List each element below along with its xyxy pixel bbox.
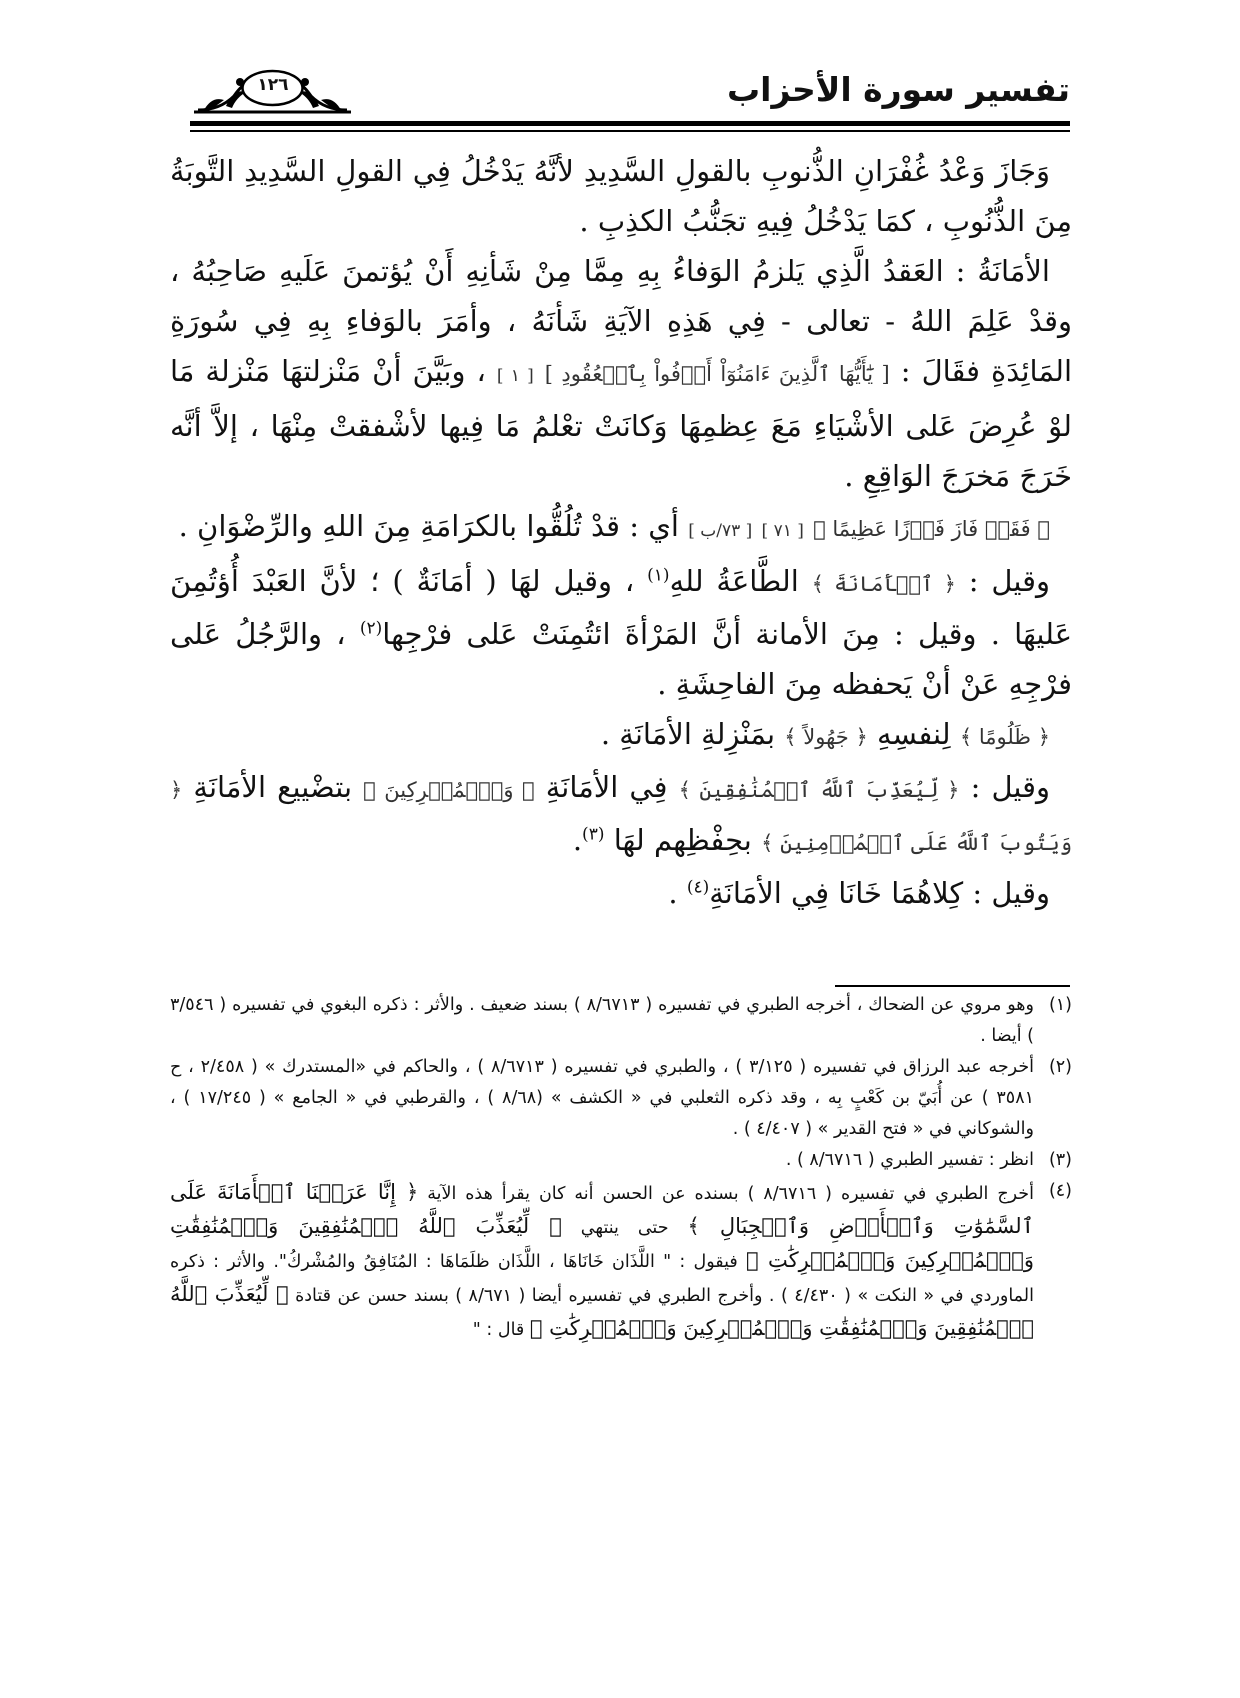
text-run: وقيل : [968,564,1050,598]
text-run: ، والرَّجُلُ عَلى فرْجِهِ عَنْ أنْ يَحفظه مِنَ الفاحِشَةِ . [170,617,1072,701]
text-run: لِنفسِهِ [876,717,951,751]
main-text [170,146,1072,918]
paragraph: وَجَازَ وَعْدُ غُفْرَانِ الذُّنوبِ بالقولِ السَّدِيدِ لأنَّهُ يَدْخُلُ فِي القولِ السَّدِيدِ التَّوبَةُ مِنَ الذُّنُوبِ ، كمَا يَدْخُلُ فِيهِ تجَنُّبُ الكذِبِ . [170,154,1072,238]
text-run: الأمَانَةُ : العَقدُ الَّذِي يَلزمُ الوَفاءُ بِهِ مِمَّا مِنْ شَأنِهِ أَنْ يُؤتمنَ عَلَيهِ صَاحِبُهُ ، وقدْ عَلِمَ اللهُ - تعالى - فِي هَذِهِ الآيَةِ شَأنَهُ ، وأمَرَ بالوَفاءِ بِهِ فِي سُورَةِ المَائِدَةِ فقَالَ : [170,254,1073,388]
text-run: بمَنْزِلةِ الأمَانَةِ . [600,717,776,751]
quran-quote: ﴿ ٱلۡأَمَانَةَ ﴾ [811,572,956,596]
footnote-text: وهو مروي عن الضحاك ، أخرجه الطبري في تفسيره ( ٨/٦٧١٣ ) بسند ضعيف . والأثر : ذكره البغوي في تفسيره ( ٣/٥٤٦ ) أيضا . [170,995,1034,1046]
footnote-marker[interactable]: (٢) [359,618,383,639]
paragraph [170,556,1072,709]
paragraph: وقيل : ﴿ لِّيُعَذِّبَ ٱللَّهُ ٱلۡمُنَٰفِقِينَ ﴾ فِي الأمَانَةِ ﴿ وَٱلۡمُشۡرِكِينَ ﴾ بتضْييع الأمَانَةِ ﴿ وَيَتُوبَ ٱللَّهُ عَلَى ٱلۡمُؤۡمِنِينَ ﴾ بحِفْظِهم لهَا $^{(٣)}$. [170,770,1072,857]
footnotes [170,990,1072,1346]
footnote [170,1145,1072,1176]
footnote [170,1176,1072,1346]
folio-marker: [ ٧٣/ب ] [688,521,753,541]
paragraph [170,246,1072,501]
text-run: أي : قدْ تُلُقُّوا بالكرَامَةِ مِنَ اللهِ والرِّضْوَانِ . [178,509,679,543]
verse-reference: [ ١ ] [496,366,534,386]
quran-quote: ﴿ لِّيُعَذِّبَ ٱللَّهُ ٱلۡمُنَٰفِقِينَ وَٱلۡمُنَٰفِقَٰتِ وَٱلۡمُشۡرِكِينَ وَٱلۡمُشۡرِكَٰتِ ﴾ [170,1282,1034,1340]
header-rule-thick [190,121,1070,126]
quran-quote: ﴿ لِّيُعَذِّبَ ٱللَّهُ ٱلۡمُنَٰفِقِينَ وَٱلۡمُنَٰفِقَٰتِ وَٱلۡمُشۡرِكِينَ وَٱلۡمُشۡرِكَٰتِ ﴾ [170,1214,1034,1272]
footnote-marker[interactable]: (٤) [686,877,710,898]
text-run: بحِفْظِهم لهَا [613,823,752,857]
text-run: ، وبَيَّنَ أنْ مَنْزلتهَا مَنْزلة مَا لوْ عُرِضَ عَلى الأشْيَاءِ مَعَ عِظمِهَا وَكانَتْ تعْلمُ مَا فِيها لأشْفقتْ مِنْهَا ، إلاَّ أنَّه خَرَجَ مَخرَجَ الوَاقِعِ . [170,354,1072,493]
footnote-text: فيقول : " اللَّذَان خَانَاهَا ، اللَّذَان ظلَمَاهَا : المُنَافِقُ والمُشْركُ". والأثر : ذكره الماوردي في « النكت » ( ٤/٤٣٠ ) . وأخرج الطبري في تفسيره أيضا ( ٨/٦٧١ ) بسند حسن عن قتادة [170,1252,1034,1306]
header-rule-thin [190,130,1070,132]
page-header [190,66,1070,116]
footnote-number: (٢) [1048,1057,1072,1077]
verse-reference: [ ٧١ ] [761,521,804,541]
footnote-text: أخرج الطبري في تفسيره ( ٨/٦٧١٦ ) بسنده عن الحسن أنه كان يقرأ هذه الآية [427,1184,1034,1204]
footnote-number: (١) [1048,995,1072,1015]
footnote-number: (٣) [1048,1150,1072,1170]
footnote [170,990,1072,1052]
quran-quote: ﴿ إِنَّا عَرَضۡنَا ٱلۡأَمَانَةَ عَلَى ٱلسَّمَٰوَٰتِ وَٱلۡأَرۡضِ وَٱلۡجِبَالِ ﴾ [170,1180,1034,1238]
quran-quote: [ يَٰٓأَيُّهَا ٱلَّذِينَ ءَامَنُوٓاْ أَوۡفُواْ بِٱلۡعُقُودِ ] [544,362,890,386]
paragraph: وقيل : كِلاهُمَا خَانَا فِي الأمَانَةِ$^{(٤)}$ . [668,876,1050,910]
footnote-marker[interactable]: (١) [647,565,670,586]
footnote-separator [835,985,1070,987]
page-number-ornament [190,66,355,114]
page-number: ١٢٦ [257,75,289,95]
quran-quote: ﴿ وَيَتُوبَ ٱللَّهُ عَلَى ٱلۡمُؤۡمِنِينَ ﴾ [170,778,1072,855]
quran-quote: ﴿ ظَلُومًا ﴾ [959,725,1050,749]
running-title: تفسير سورة الأحزاب [727,70,1070,109]
footnote-text: انظر : تفسير الطبري ( ٨/٦٧١٦ ) . [785,1150,1034,1170]
quran-quote: ﴿ فَقَدۡ فَازَ فَوۡزًا عَظِيمًا ﴾ [813,517,1050,541]
text-run: بتضْييع الأمَانَةِ [193,770,353,804]
text-run: الطَّاعَةُ للهِ [669,564,799,598]
paragraph [170,501,1072,556]
footnote [170,1052,1072,1145]
footnote-text: أخرجه عبد الرزاق في تفسيره ( ٣/١٢٥ ) ، والطبري في تفسيره ( ٨/٦٧١٣ ) ، والحاكم في «المستدرك » ( ٢/٤٥٨ ، ح ٣٥٨١ ) عن أُبَيّ بن كَعْبٍ بِه ، وقد ذكره الثعلبي في « الكشف » (٨/٦٨ ) ، والقرطبي في « الجامع » ( ١٧/٢٤٥ ) ، والشوكاني في « فتح القدير » ( ٤/٤٠٧ ) . [170,1057,1035,1139]
quran-quote: ﴿ وَٱلۡمُشۡرِكِينَ ﴾ [363,778,535,802]
footnote-text: حتى ينتهي [580,1218,669,1238]
paragraph [170,709,1072,762]
text-run: وقيل : كِلاهُمَا خَانَا فِي الأمَانَةِ [709,876,1050,910]
text-run: وقيل : [970,770,1051,804]
quran-quote: ﴿ جَهُولاً ﴾ [784,725,868,749]
footnote-marker[interactable]: (٣) [582,824,605,845]
text-run: فِي الأمَانَةِ [545,770,668,804]
quran-quote: ﴿ لِّيُعَذِّبَ ٱللَّهُ ٱلۡمُنَٰفِقِينَ ﴾ [678,778,960,802]
footnote-text: قال : " [472,1320,525,1340]
footnote-number: (٤) [1048,1181,1072,1201]
text-run: ، وقيل لهَا ( أمَانَةٌ ) ؛ لأنَّ العَبْدَ أُؤتُمِنَ عَليهَا . وقيل : مِنَ الأمانة أنَّ المَرْأةَ ائتُمِنَتْ عَلى فرْجِها [170,564,1072,651]
